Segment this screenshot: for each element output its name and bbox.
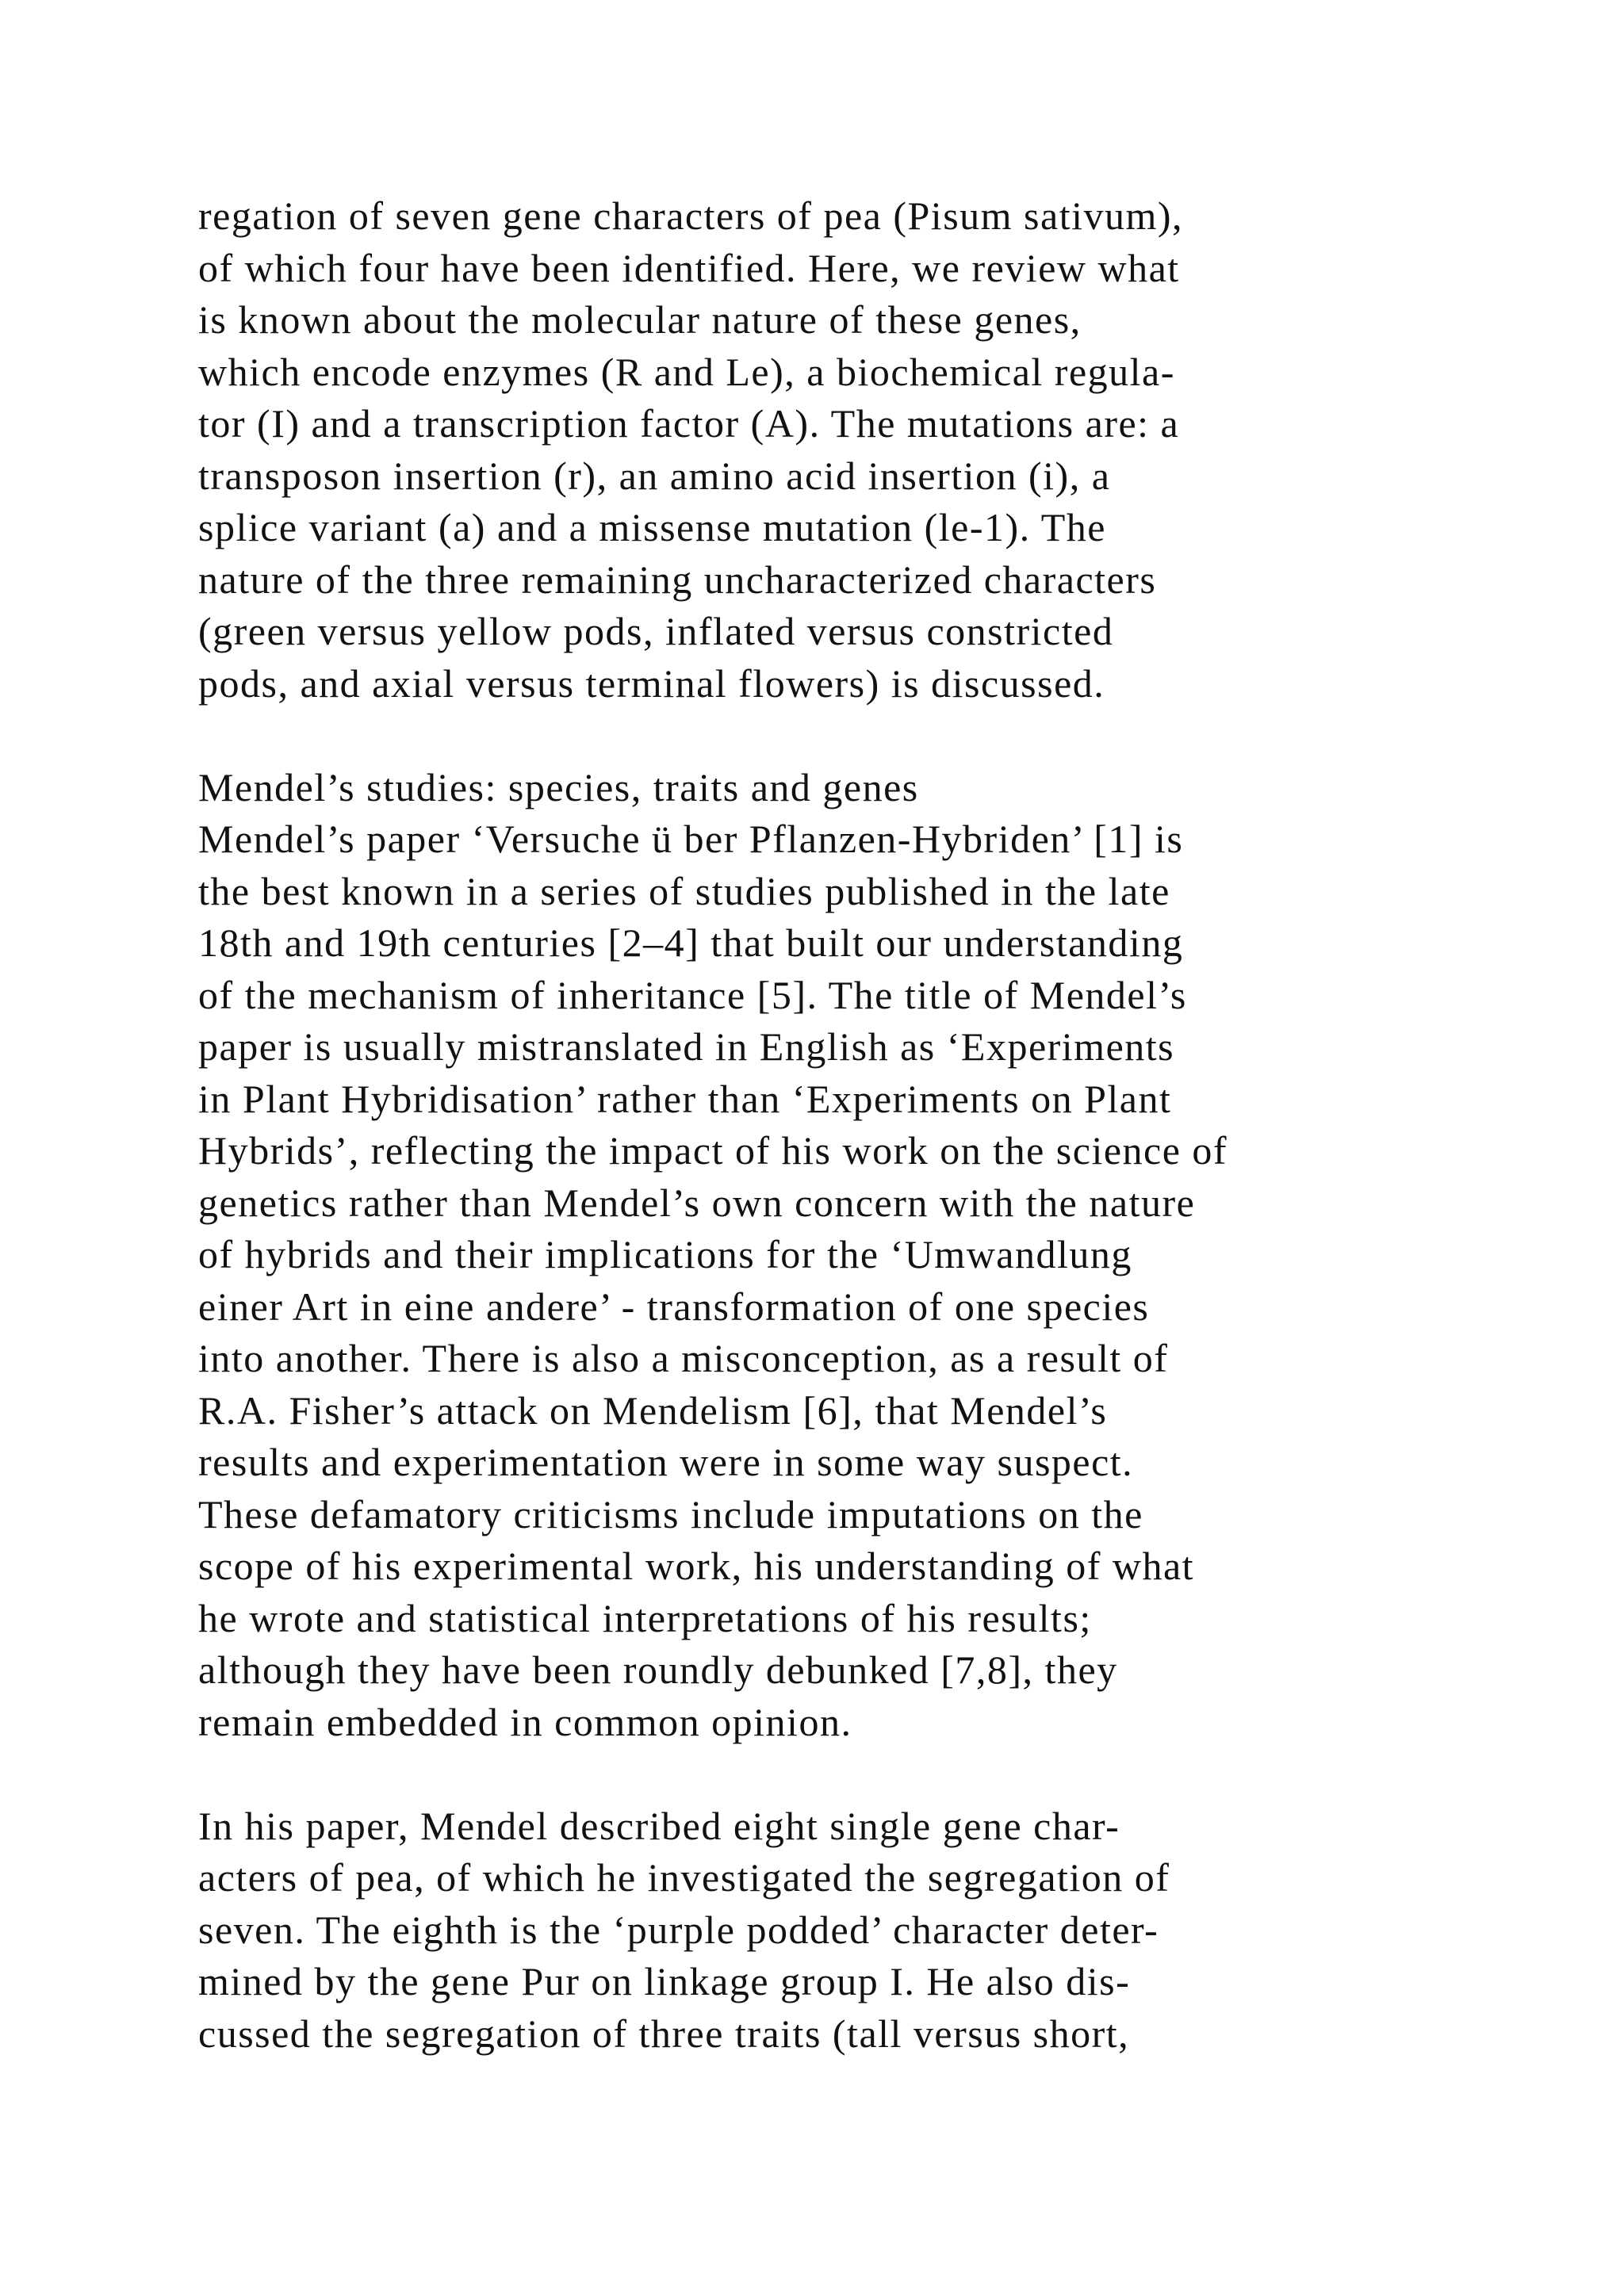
text-line: tor (I) and a transcription factor (A). The mutations are: a (198, 401, 1180, 446)
text-line: (green versus yellow pods, inflated versus constricted (198, 609, 1114, 653)
section-heading: Mendel’s studies: species, traits and genes (198, 764, 919, 809)
text-line: acters of pea, of which he investigated the segregation of (198, 1855, 1170, 1900)
paragraph-gap (198, 710, 1594, 762)
text-line: of the mechanism of inheritance [5]. The title of Mendel’s (198, 972, 1187, 1017)
text-line: 18th and 19th centuries [2–4] that built our understanding (198, 920, 1184, 965)
text-line: although they have been roundly debunked [7,8], they (198, 1647, 1118, 1692)
text-line: genetics rather than Mendel’s own concern with the nature (198, 1180, 1196, 1225)
text-line: which encode enzymes (R and Le), a biochemical regula- (198, 349, 1175, 394)
text-line: he wrote and statistical interpretations of his results; (198, 1595, 1092, 1640)
text-line: mined by the gene Pur on linkage group I. He also dis- (198, 1959, 1131, 2003)
paragraph-gap (198, 1748, 1594, 1800)
paragraph-abstract (198, 190, 1594, 710)
text-line: These defamatory criticisms include imputations on the (198, 1491, 1143, 1536)
text-line: cussed the segregation of three traits (tall versus short, (198, 2011, 1130, 2056)
text-line: pods, and axial versus terminal flowers) is discussed. (198, 660, 1105, 706)
text-line: into another. There is also a misconception, as a result of (198, 1336, 1169, 1380)
text-line: splice variant (a) and a missense mutation (le-1). The (198, 505, 1106, 549)
text-line: transposon insertion (r), an amino acid insertion (i), a (198, 453, 1111, 498)
document-page (198, 190, 1594, 2060)
text-line: nature of the three remaining uncharacterized characters (198, 557, 1157, 602)
paragraph-mendels-studies (198, 762, 1594, 1749)
text-line: paper is usually mistranslated in English as ‘Experiments (198, 1024, 1175, 1069)
text-line: of which four have been identified. Here, we review what (198, 245, 1180, 290)
text-line: remain embedded in common opinion. (198, 1699, 852, 1744)
text-line: scope of his experimental work, his understanding of what (198, 1544, 1195, 1588)
text-line: in Plant Hybridisation’ rather than ‘Experiments on Plant (198, 1076, 1172, 1121)
text-line: einer Art in eine andere’ - transformation of one species (198, 1284, 1150, 1329)
text-line: is known about the molecular nature of these genes, (198, 297, 1082, 342)
text-line: regation of seven gene characters of pea (Pisum sativum), (198, 193, 1184, 238)
paragraph-eight-characters (198, 1800, 1594, 2061)
text-line: the best known in a series of studies published in the late (198, 868, 1170, 913)
text-line: Mendel’s paper ‘Versuche ü ber Pflanzen-Hybriden’ [1] is (198, 817, 1184, 861)
text-line: R.A. Fisher’s attack on Mendelism [6], that Mendel’s (198, 1387, 1108, 1433)
text-line: In his paper, Mendel described eight single gene char- (198, 1803, 1120, 1848)
text-line: seven. The eighth is the ‘purple podded’ character deter- (198, 1907, 1159, 1952)
text-line: of hybrids and their implications for the ‘Umwandlung (198, 1232, 1132, 1276)
text-line: Hybrids’, reflecting the impact of his work on the science of (198, 1128, 1228, 1173)
text-line: results and experimentation were in some way suspect. (198, 1440, 1134, 1484)
